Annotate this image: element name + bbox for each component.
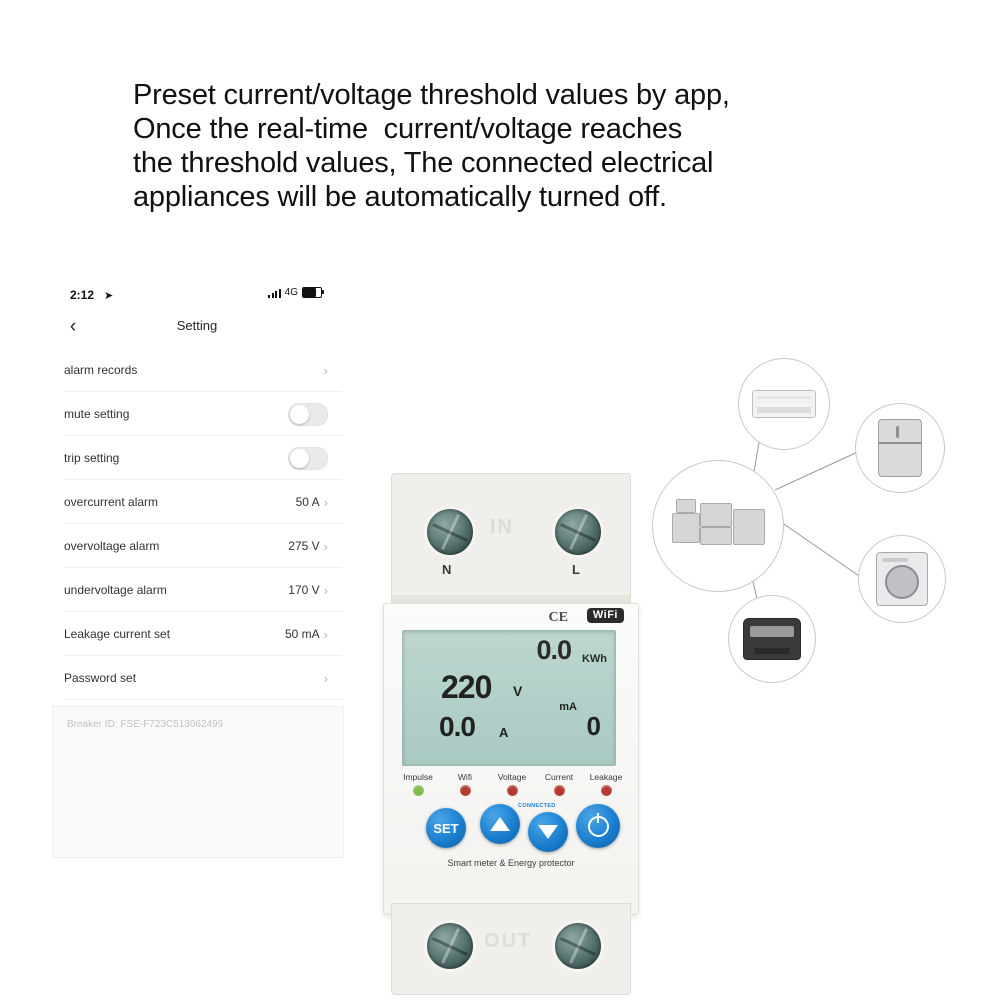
phone-screenshot: [52, 282, 342, 842]
nav-bar: [52, 312, 342, 346]
list-item-trip-setting[interactable]: [52, 436, 342, 480]
smart-meter-device: [383, 473, 653, 993]
signal-bars-icon: [268, 288, 281, 298]
ce-mark: CE: [548, 610, 568, 625]
voltage-unit: V: [513, 683, 523, 699]
device-tagline: Smart meter & Energy protector: [447, 858, 575, 868]
leakage-value: 0: [586, 711, 601, 741]
leakage-unit: mA: [559, 701, 577, 713]
chevron-right-icon: ›: [323, 626, 328, 642]
down-button[interactable]: [528, 812, 568, 852]
wifi-badge: WiFi: [587, 608, 624, 623]
back-button[interactable]: ‹: [69, 316, 77, 337]
impulse-led-icon: [413, 785, 424, 796]
chevron-right-icon: ›: [323, 582, 328, 598]
node-appliance-hub: [652, 460, 784, 592]
wifi-led-icon: [460, 785, 471, 796]
appliance-stack-icon: [672, 499, 764, 553]
headline-line-3: the threshold values, The connected electrical: [133, 147, 714, 179]
voltage-value: 220: [441, 669, 492, 705]
led-label: Leakage: [589, 772, 623, 782]
list-item-password-set[interactable]: [52, 656, 342, 700]
list-item-value: 50 A: [295, 495, 320, 509]
list-item-label: overcurrent alarm: [64, 495, 159, 509]
headline-line-2: Once the real-time current/voltage reaches: [133, 113, 683, 145]
triangle-up-icon: [490, 817, 510, 831]
energy-unit: KWh: [581, 653, 607, 665]
headline-line-4: appliances will be automatically turned off.: [133, 181, 667, 213]
energy-value: 0.0: [536, 635, 571, 665]
out-terminal-screw-l: [552, 920, 604, 972]
triangle-down-icon: [538, 825, 558, 839]
power-icon: [588, 816, 609, 837]
device-bottom-housing: [391, 903, 631, 995]
device-button-row: [398, 804, 628, 854]
settings-list: [52, 348, 342, 700]
terminal-screw-n: [424, 506, 476, 558]
list-item-alarm-records[interactable]: [52, 348, 342, 392]
terminal-letter-n: N: [442, 562, 452, 577]
chevron-right-icon: ›: [323, 494, 328, 510]
list-item-overcurrent-alarm[interactable]: [52, 480, 342, 524]
status-time: 2:12: [70, 288, 95, 302]
location-arrow-icon: ➤: [104, 290, 114, 302]
voltage-led-icon: [507, 785, 518, 796]
chevron-right-icon: ›: [323, 670, 328, 686]
page-title: Setting: [176, 318, 218, 333]
chevron-right-icon: ›: [323, 362, 328, 378]
led-leakage: [584, 772, 628, 796]
appliance-diagram: [630, 355, 990, 685]
current-value: 0.0: [439, 711, 475, 742]
list-item-label: trip setting: [64, 451, 120, 465]
list-item-undervoltage-alarm[interactable]: [52, 568, 342, 612]
current-unit: A: [499, 725, 509, 740]
headline-line-1: Preset current/voltage threshold values by app,: [133, 79, 730, 111]
breaker-id-text: Breaker ID: FSE-F723C513062499: [67, 719, 224, 730]
mute-setting-toggle[interactable]: [288, 403, 328, 426]
list-item-value: 50 mA: [284, 627, 320, 641]
list-item-label: undervoltage alarm: [64, 583, 167, 597]
list-item-value: 170 V: [288, 583, 320, 597]
lcd-display: [402, 630, 616, 766]
led-indicator-row: [396, 772, 628, 796]
washing-machine-icon: [876, 552, 928, 606]
breaker-info-panel: [52, 706, 344, 858]
leakage-led-icon: [601, 785, 612, 796]
current-led-icon: [554, 785, 565, 796]
list-item-label: Leakage current set: [64, 627, 171, 641]
led-current: [537, 772, 581, 796]
list-item-leakage-current-set[interactable]: [52, 612, 342, 656]
set-button[interactable]: SET: [426, 808, 466, 848]
connected-label: CONNECTED: [518, 803, 556, 809]
device-marks: [384, 610, 638, 626]
node-washing-machine: [858, 535, 946, 623]
device-front-panel: [383, 603, 639, 915]
battery-icon: [302, 287, 322, 298]
led-label: Wifi: [457, 772, 473, 782]
network-label: 4G: [284, 287, 298, 298]
chevron-right-icon: ›: [323, 538, 328, 554]
led-impulse: [396, 772, 440, 796]
led-label: Impulse: [403, 772, 433, 782]
terminal-letter-l: L: [572, 562, 580, 577]
list-item-overvoltage-alarm[interactable]: [52, 524, 342, 568]
node-air-conditioner: [738, 358, 830, 450]
headline-text: [133, 78, 893, 214]
rice-cooker-icon: [743, 618, 801, 660]
air-conditioner-icon: [752, 390, 816, 418]
list-item-label: Password set: [64, 671, 137, 685]
device-top-housing: [391, 473, 631, 605]
power-button[interactable]: [576, 804, 620, 848]
led-voltage: [490, 772, 534, 796]
up-button[interactable]: [480, 804, 520, 844]
list-item-value: 275 V: [288, 539, 320, 553]
list-item-label: alarm records: [64, 363, 138, 377]
led-label: Voltage: [497, 772, 527, 782]
list-item-mute-setting[interactable]: [52, 392, 342, 436]
led-label: Current: [544, 772, 574, 782]
out-terminal-screw-n: [424, 920, 476, 972]
status-indicators: [268, 287, 322, 298]
list-item-label: overvoltage alarm: [64, 539, 160, 553]
refrigerator-icon: [878, 419, 922, 477]
list-item-label: mute setting: [64, 407, 130, 421]
led-wifi: [443, 772, 487, 796]
status-bar: [52, 282, 342, 312]
trip-setting-toggle[interactable]: [288, 447, 328, 470]
node-rice-cooker: [728, 595, 816, 683]
terminal-screw-l: [552, 506, 604, 558]
out-terminal-label: OUT: [484, 930, 533, 952]
node-refrigerator: [855, 403, 945, 493]
in-terminal-label: IN: [490, 516, 514, 538]
